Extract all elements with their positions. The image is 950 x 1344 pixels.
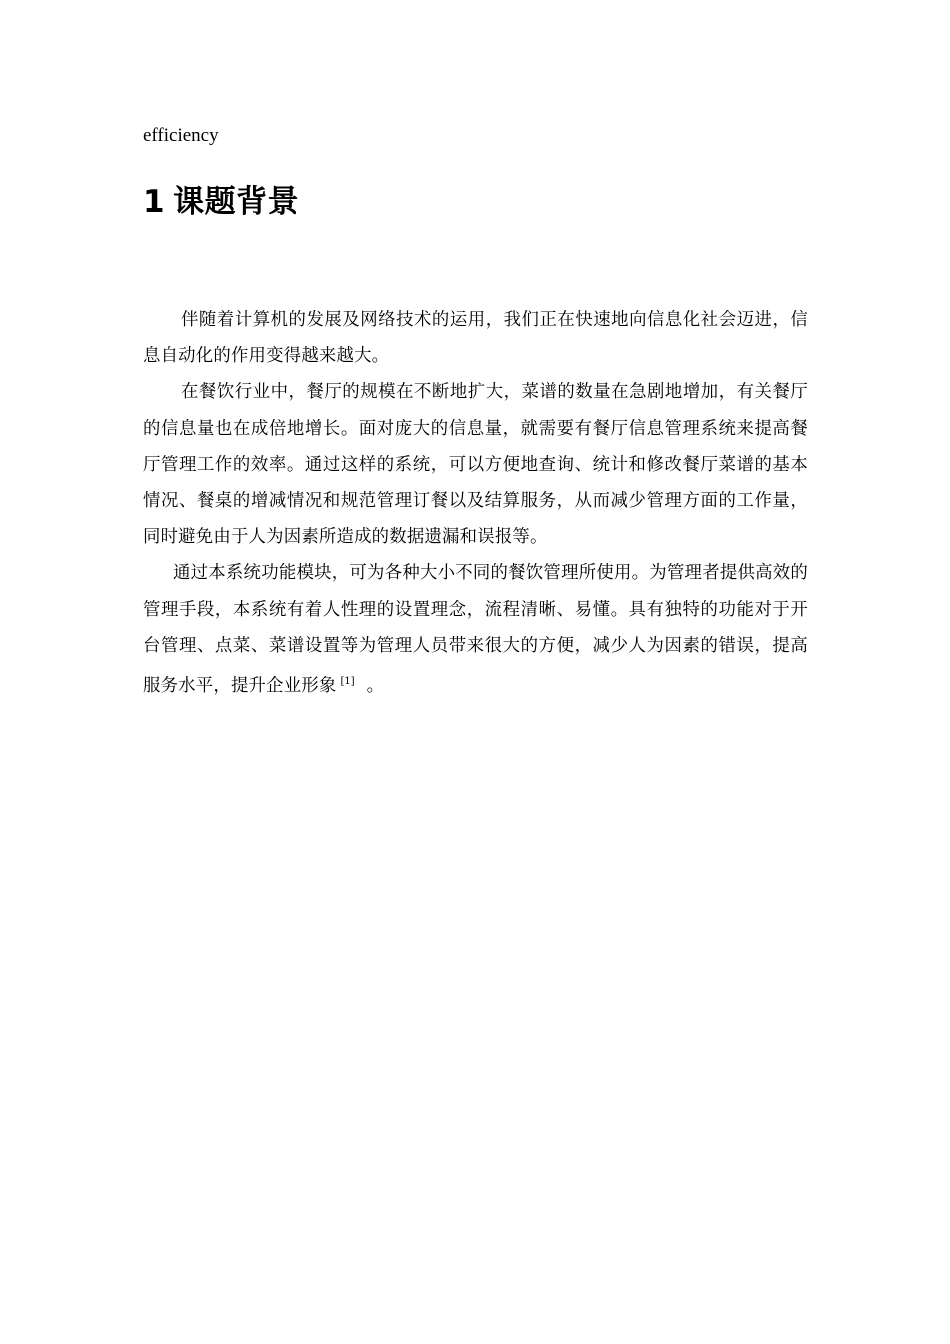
section-body [143, 302, 808, 704]
citation-marker: [1] [340, 676, 355, 688]
section-title: 课题背景 [173, 184, 300, 220]
paragraph [143, 555, 808, 704]
section-heading [143, 181, 299, 223]
closing-punctuation: 。 [366, 676, 385, 697]
carry-over-text: efficiency [143, 125, 219, 146]
section-number: 1 [143, 184, 166, 220]
paragraph: 在餐饮行业中，餐厅的规模在不断地扩大，菜谱的数量在急剧地增加，有关餐厅的信息量也在成倍地增长。面对庞大的信息量，就需要有餐厅信息管理系统来提高餐厅管理工作的效率。通过这样的系统，可以方便地查询、统计和修改餐厅菜谱的基本情况、餐桌的增减情况和规范管理订餐以及结算服务，从而减少管理方面的工作量，同时避免由于人为因素所造成的数据遗漏和误报等。 [143, 382, 808, 548]
paragraph: 伴随着计算机的发展及网络技术的运用，我们正在快速地向信息化社会迈进，信息自动化的作用变得越来越大。 [143, 310, 808, 367]
paragraph-text: 通过本系统功能模块，可为各种大小不同的餐饮管理所使用。为管理者提供高效的管理手段，本系统有着人性理的设置理念，流程清晰、易懂。具有独特的功能对于开台管理、点菜、菜谱设置等为管理人员带来很大的方便，减少人为因素的错误，提高服务水平，提升企业形象 [143, 563, 808, 697]
